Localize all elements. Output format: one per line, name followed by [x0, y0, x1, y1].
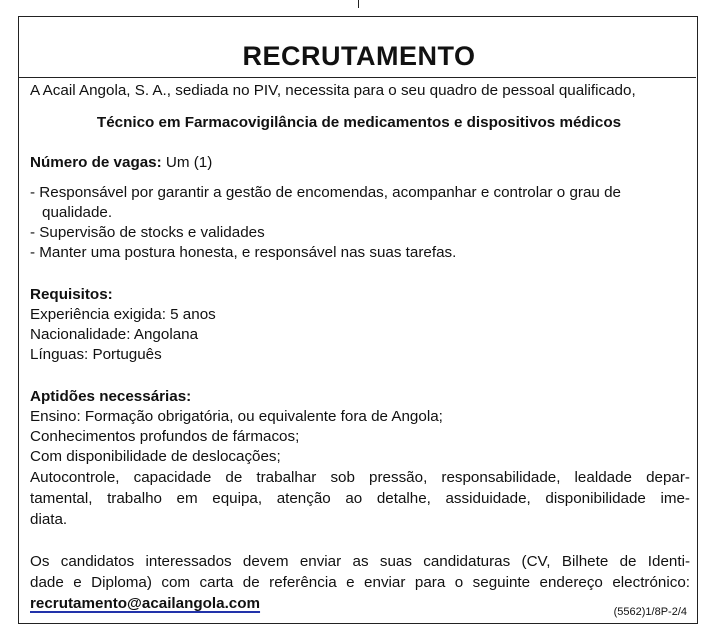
application-text: dade e Diploma) com carta de referência e enviar para o seguinte endereço electrónico:	[30, 574, 690, 591]
position-title: Técnico em Farmacovigilância de medicamentos e dispositivos médicos	[96, 114, 622, 131]
requirement-item: Experiência exigida: 5 anos	[30, 306, 216, 323]
skill-item: Ensino: Formação obrigatória, ou equivalente fora de Angola;	[30, 408, 443, 425]
requirements-heading: Requisitos:	[30, 286, 113, 303]
skill-item: Com disponibilidade de deslocações;	[30, 448, 281, 465]
requirement-item: Línguas: Português	[30, 346, 162, 363]
ad-title: RECRUTAMENTO	[242, 41, 476, 71]
duty-line: - Supervisão de stocks e validades	[30, 224, 265, 241]
intro-text: A Acail Angola, S. A., sediada no PIV, necessita para o seu quadro de pessoal qualificado,	[30, 82, 636, 99]
skills-heading: Aptidões necessárias:	[30, 388, 192, 405]
contact-email-link[interactable]	[30, 594, 260, 614]
skill-item: Conhecimentos profundos de fármacos;	[30, 428, 300, 445]
duty-line: qualidade.	[42, 204, 113, 221]
job-advertisement	[18, 16, 698, 624]
vacancies-value: Um (1)	[165, 154, 213, 171]
skill-item: diata.	[30, 511, 68, 528]
vacancies-label: Número de vagas:	[30, 154, 162, 171]
application-text: Os candidatos interessados devem enviar as suas candidaturas (CV, Bilhete de Identi-	[30, 553, 690, 570]
skill-item: Autocontrole, capacidade de trabalhar sob pressão, responsabilidade, lealdade depar-	[30, 469, 690, 486]
ad-reference-code: (5562)1/8P-2/4	[613, 606, 687, 618]
requirement-item: Nacionalidade: Angolana	[30, 326, 199, 343]
page-top-marker	[358, 0, 359, 8]
duty-line: - Responsável por garantir a gestão de encomendas, acompanhar e controlar o grau de	[30, 184, 621, 201]
skill-item: tamental, trabalho em equipa, atenção ao detalhe, assiduidade, disponibilidade ime-	[30, 490, 690, 507]
title-divider	[19, 77, 696, 78]
vacancies	[30, 153, 212, 173]
duty-line: - Manter uma postura honesta, e responsável nas suas tarefas.	[30, 244, 457, 261]
contact-email[interactable]: recrutamento@acailangola.com	[30, 595, 261, 612]
